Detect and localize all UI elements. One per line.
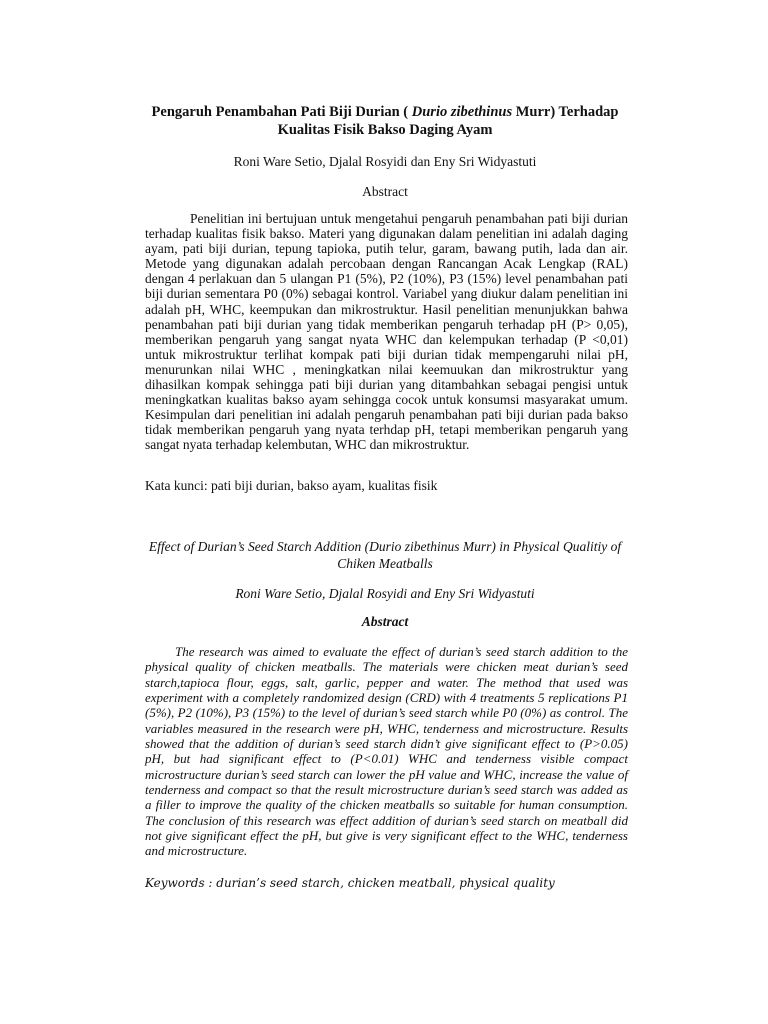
authors-indonesian: Roni Ware Setio, Djalal Rosyidi dan Eny Sri Widyastuti	[233, 154, 537, 169]
title-part-1: Pengaruh Penambahan Pati Biji Durian (	[151, 104, 412, 120]
paper-title-indonesian	[140, 103, 630, 139]
authors-english: Roni Ware Setio, Djalal Rosyidi and Eny Sri Widyastuti	[235, 586, 535, 601]
abstract-heading-indonesian: Abstract	[362, 184, 408, 199]
paper-title-english: Effect of Durian’s Seed Starch Addition (Durio zibethinus Murr) in Physical Qualitiy of Chiken Meatballs	[148, 539, 622, 571]
title-species-name: Durio zibethinus	[411, 104, 513, 120]
abstract-text-indonesian: Penelitian ini bertujuan untuk mengetahui pengaruh penambahan pati biji durian terhadap kualitas fisik bakso. Materi yang digunakan dalam penelitian ini adalah daging ayam, pati biji durian, tepung tapioka, putih telur, garam, bawang putih, lada dan air. Metode yang digunakan adalah percobaan dengan Rancangan Acak Lengkap (RAL) dengan 4 perlakuan dan 5 ulangan P1 (5%), P2 (10%), P3 (15%) level penambahan pati biji durian sementara P0 (0%) sebagai kontrol. Variabel yang diukur dalam penelitian ini adalah pH, WHC, keempukan dan mikrostruktur. Hasil penelitian menunjukkan bahwa penambahan pati biji durian yang tidak memberikan pengaruh terhadap pH (P> 0,05), memberikan pengaruh yang sangat nyata WHC dan kelempukan terhadap (P <0,01) untuk mikrostruktur terlihat kompak pati biji durian tidak mempengaruhi nilai pH, menurunkan nilai WHC , meningkatkan nilai keemuukan dan mikrostruktur yang dihasilkan kompak sehingga pati biji durian yang ditambahkan sebagai pengisi untuk meningkatkan kualitas bakso ayam sehingga cocok untuk konsumsi masyarakat umum. Kesimpulan dari penelitian ini adalah pengaruh penambahan pati biji durian pada bakso tidak memberikan pengaruh yang nyata terhdap pH, tetapi memberikan pengaruh yang sangat nyata terhadap kelembutan, WHC dan mikrostruktur.	[145, 211, 628, 453]
abstract-heading-english: Abstract	[361, 614, 409, 629]
title-part-2: Murr) Terhadap Kualitas Fisik Bakso Daging Ayam	[277, 104, 619, 138]
abstract-text-english: The research was aimed to evaluate the effect of durian’s seed starch addition to the physical quality of chicken meatballs. The materials were chicken meat durian’s seed starch,tapioca flour, eggs, salt, garlic, pepper and water. The method that used was experiment with a completely randomized design (CRD) with 4 treatments 5 replications P1 (5%), P2 (10%), P3 (15%) to the level of durian’s seed starch while P0 (0%) as control. The variables measured in the research were pH, WHC, tenderness and microstructure. Results showed that the addition of durian’s seed starch didn’t give significant effect to (P>0.05) pH, but had significant effect to (P<0.01) WHC and tenderness visible compact microstructure durian’s seed starch can lower the pH value and WHC, increase the value of tenderness and compact so that the result microstructure durian’s seed starch was added as a filler to improve the quality of the chicken meatballs so suitable for human consumption. The conclusion of this research was effect addition of durian’s seed starch on meatball did not give significant effect the pH, but give is very significant effect to the WHC, tenderness and microstructure.	[145, 644, 628, 859]
keywords-english: Keywords : durian’s seed starch, chicken meatball, physical quality	[145, 876, 555, 890]
abstract-body-english	[145, 644, 628, 859]
abstract-body-indonesian	[145, 211, 628, 453]
keywords-indonesian: Kata kunci: pati biji durian, bakso ayam, kualitas fisik	[145, 478, 438, 493]
